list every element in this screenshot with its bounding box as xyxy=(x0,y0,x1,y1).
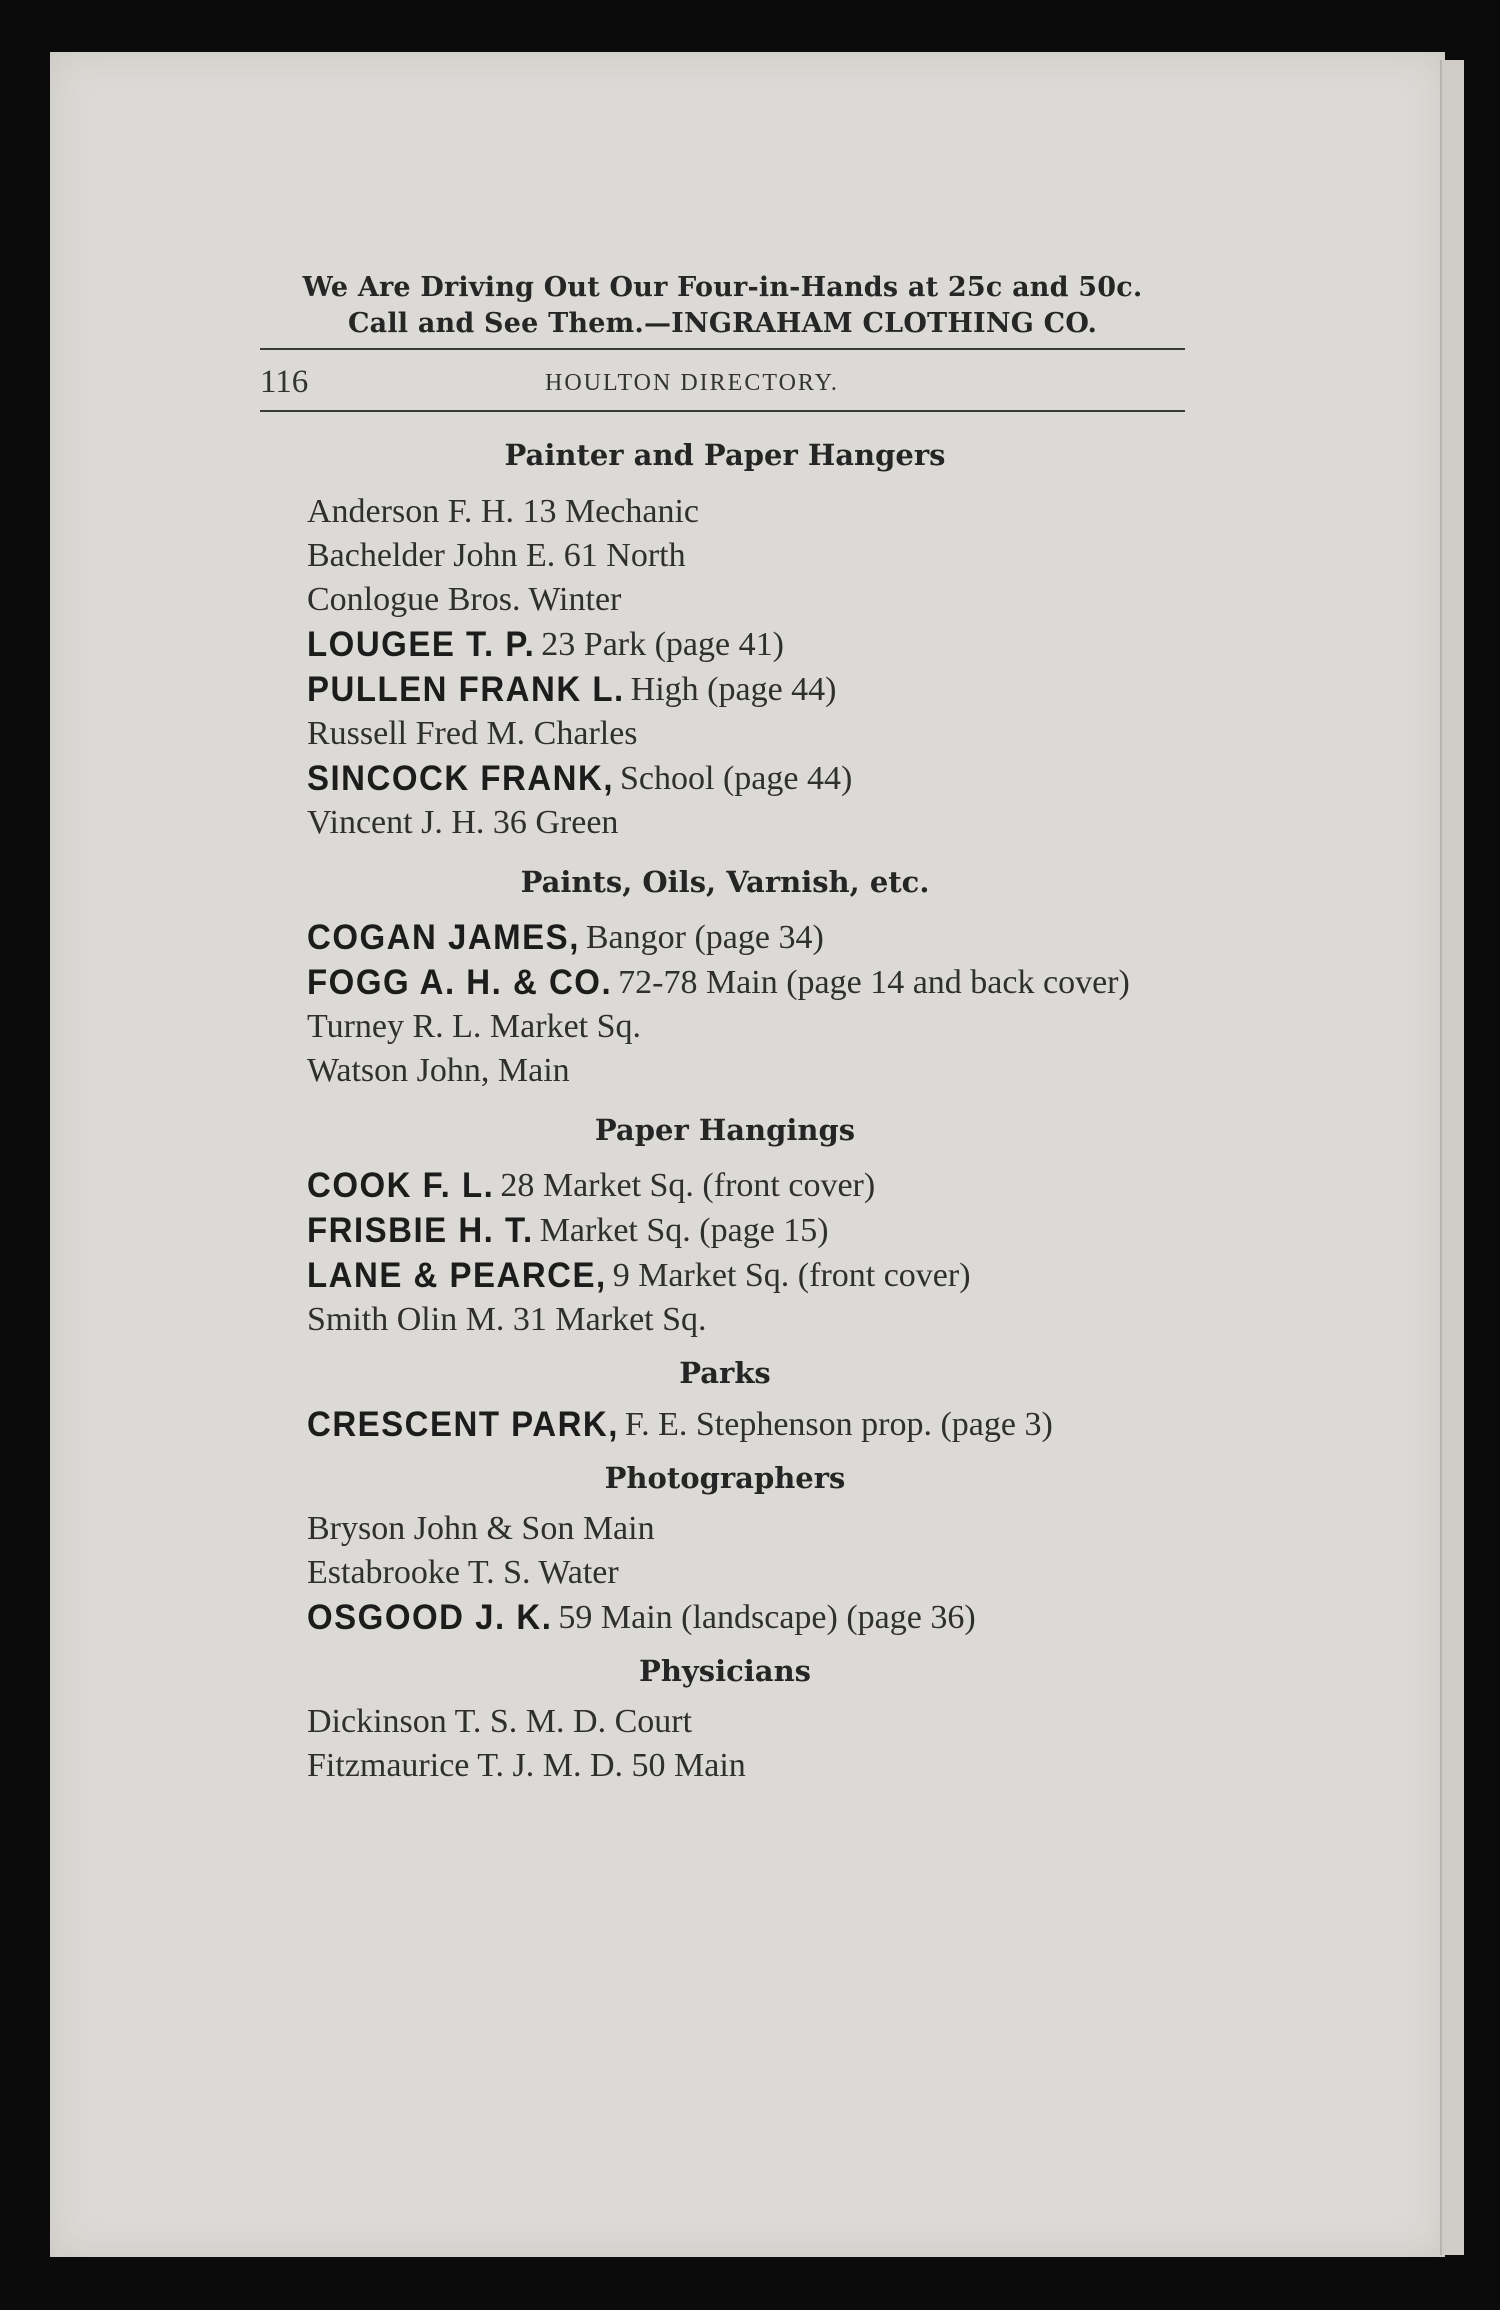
directory-entry xyxy=(307,1253,1235,1298)
entry-text: Turney R. L. Market Sq. xyxy=(307,1008,642,1045)
section-entries xyxy=(255,490,1235,845)
entry-name-bold: FOGG A. H. & CO. xyxy=(307,961,613,1002)
directory-entry xyxy=(307,1163,1235,1208)
entry-name-bold: OSGOOD J. K. xyxy=(307,1596,553,1637)
directory-entry xyxy=(307,712,1235,756)
entry-text: Conlogue Bros. Winter xyxy=(307,581,622,618)
entry-text: Dickinson T. S. M. D. Court xyxy=(307,1703,693,1740)
entry-text: Market Sq. (page 15) xyxy=(539,1212,829,1249)
entry-text: High (page 44) xyxy=(630,671,837,708)
entry-text: 59 Main (landscape) (page 36) xyxy=(558,1599,976,1636)
directory-entry xyxy=(307,1595,1235,1640)
directory-entry xyxy=(307,1551,1235,1595)
directory-entry xyxy=(307,622,1235,667)
directory-entry xyxy=(307,667,1235,712)
entry-text: Watson John, Main xyxy=(307,1052,570,1089)
directory-entry xyxy=(307,490,1235,534)
directory-entry xyxy=(307,960,1235,1005)
entry-text: Bachelder John E. 61 North xyxy=(307,537,686,574)
section-heading: Physicians xyxy=(639,1654,811,1688)
entry-text: Fitzmaurice T. J. M. D. 50 Main xyxy=(307,1747,746,1784)
entry-text: 72-78 Main (page 14 and back cover) xyxy=(618,964,1130,1001)
section-entries xyxy=(255,1163,1235,1342)
entry-text: Smith Olin M. 31 Market Sq. xyxy=(307,1301,707,1338)
entry-name-bold: PULLEN FRANK L. xyxy=(307,668,625,709)
running-head xyxy=(260,350,1185,410)
directory-entry xyxy=(307,801,1235,845)
section-entries xyxy=(255,915,1235,1093)
directory-entry xyxy=(307,1049,1235,1093)
entry-name-bold: SINCOCK FRANK, xyxy=(307,757,614,798)
page-edge xyxy=(1440,60,1464,2255)
entry-text: F. E. Stephenson prop. (page 3) xyxy=(624,1406,1053,1443)
directory-entry xyxy=(307,1208,1235,1253)
entry-text: Russell Fred M. Charles xyxy=(307,715,638,752)
page-title: HOULTON DIRECTORY. xyxy=(545,370,839,396)
section-heading: Paints, Oils, Varnish, etc. xyxy=(520,865,930,899)
directory-entry xyxy=(307,1700,1235,1744)
header-rule xyxy=(260,410,1185,412)
entry-name-bold: COOK F. L. xyxy=(307,1164,495,1205)
directory-page xyxy=(255,270,1235,1788)
entry-name-bold: CRESCENT PARK, xyxy=(307,1403,619,1444)
directory-entry xyxy=(307,1744,1235,1788)
entry-text: School (page 44) xyxy=(620,760,853,797)
directory-entry xyxy=(307,1005,1235,1049)
section-heading: Parks xyxy=(679,1356,771,1390)
section-heading: Photographers xyxy=(604,1461,846,1495)
entry-text: Anderson F. H. 13 Mechanic xyxy=(307,493,699,530)
entry-text: 23 Park (page 41) xyxy=(541,626,784,663)
entry-text: Vincent J. H. 36 Green xyxy=(307,804,619,841)
section-heading: Paper Hangings xyxy=(594,1113,856,1147)
directory-entry xyxy=(307,915,1235,960)
directory-sections xyxy=(255,438,1235,1788)
directory-entry xyxy=(307,756,1235,801)
entry-text: Bryson John & Son Main xyxy=(307,1510,655,1547)
page-number: 116 xyxy=(260,364,309,400)
entry-text: Estabrooke T. S. Water xyxy=(307,1554,619,1591)
directory-entry xyxy=(307,1507,1235,1551)
directory-entry xyxy=(307,1298,1235,1342)
advertisement-line-1: We Are Driving Out Our Four-in-Hands at 25c and 50c. xyxy=(302,272,1143,303)
entry-name-bold: LOUGEE T. P. xyxy=(307,623,536,664)
section-entries xyxy=(255,1402,1235,1447)
section-entries xyxy=(255,1700,1235,1788)
section-entries xyxy=(255,1507,1235,1640)
directory-entry xyxy=(307,578,1235,622)
entry-name-bold: LANE & PEARCE, xyxy=(307,1254,607,1295)
entry-name-bold: FRISBIE H. T. xyxy=(307,1209,534,1250)
directory-entry xyxy=(307,1402,1235,1447)
entry-text: 28 Market Sq. (front cover) xyxy=(500,1167,876,1204)
advertisement-line-2: Call and See Them.—INGRAHAM CLOTHING CO. xyxy=(347,308,1098,339)
section-heading: Painter and Paper Hangers xyxy=(504,438,946,472)
entry-name-bold: COGAN JAMES, xyxy=(307,916,580,957)
directory-entry xyxy=(307,534,1235,578)
advertisement xyxy=(255,270,1190,342)
entry-text: 9 Market Sq. (front cover) xyxy=(612,1257,971,1294)
entry-text: Bangor (page 34) xyxy=(585,919,824,956)
